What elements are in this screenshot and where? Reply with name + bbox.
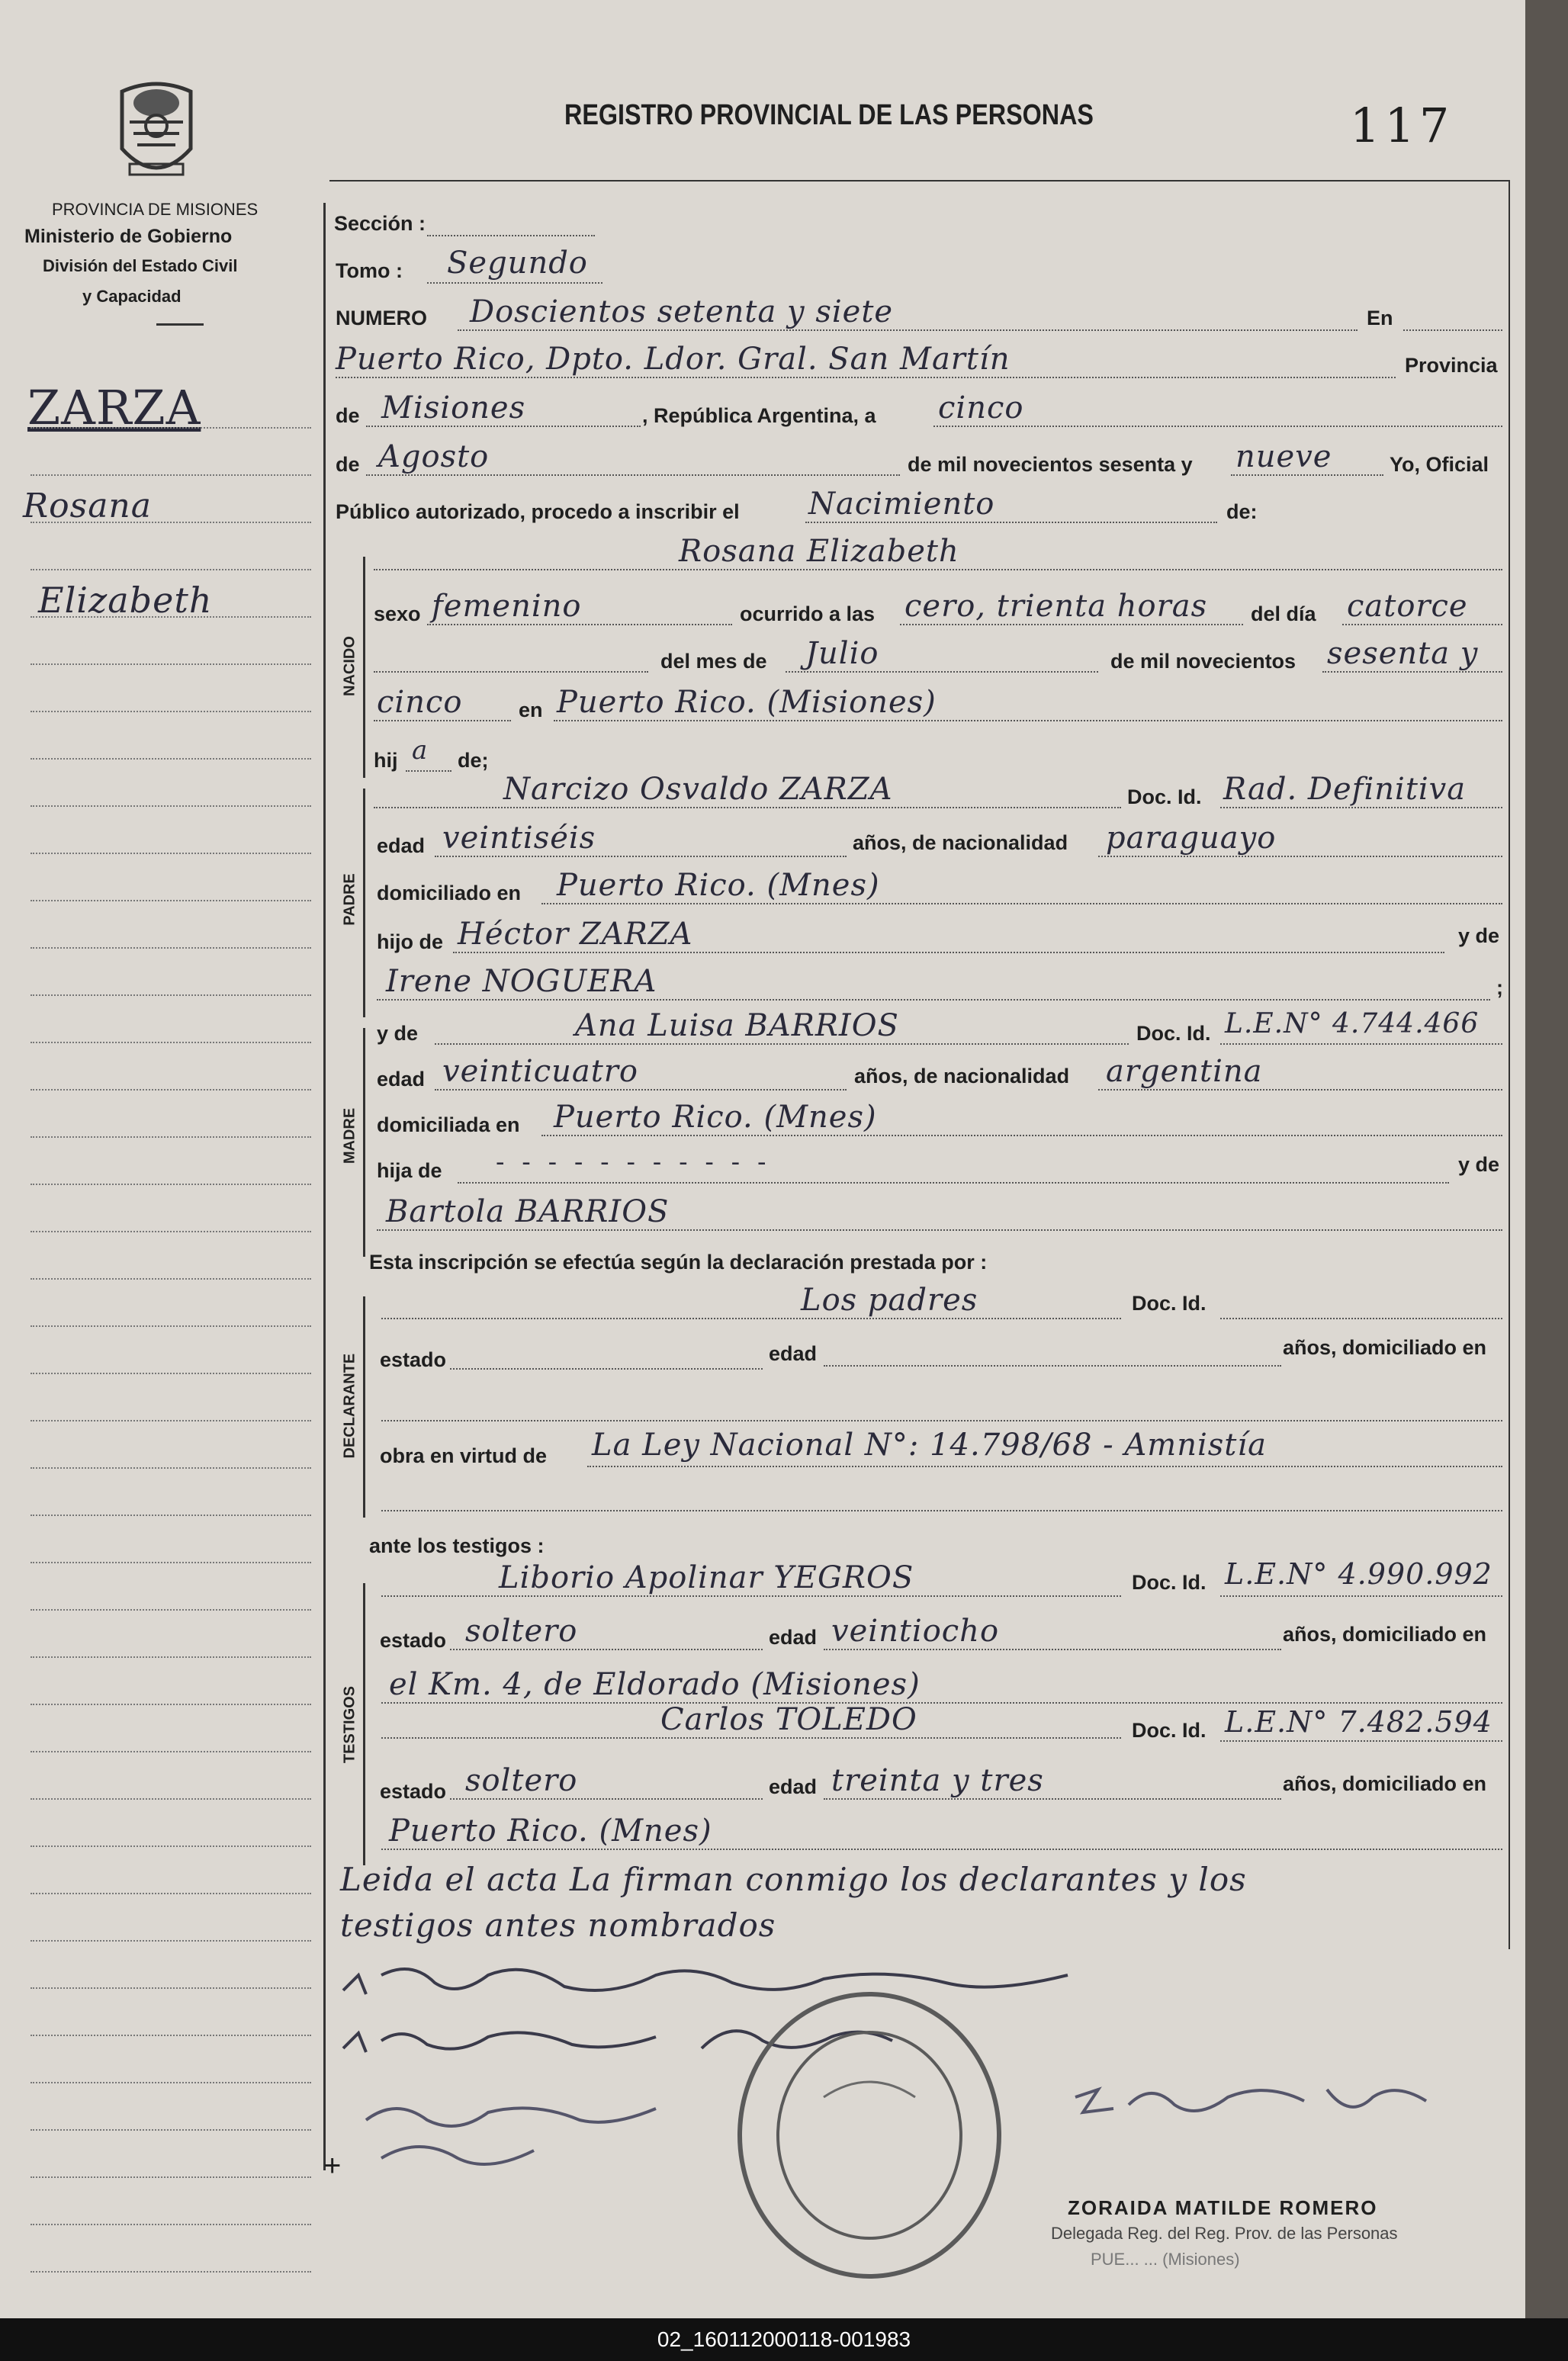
official-role: Delegada Reg. del Reg. Prov. de las Personas xyxy=(1051,2224,1398,2243)
testigo2-nombre: Carlos TOLEDO xyxy=(660,1702,917,1737)
margin-ruled-line xyxy=(31,474,311,476)
year-label: de mil novecientos sesenta y xyxy=(908,453,1193,476)
padre-edad-line xyxy=(435,856,847,857)
margin-ruled-line xyxy=(31,1656,311,1658)
province-label: PROVINCIA DE MISIONES xyxy=(52,200,259,219)
padre-padre-line xyxy=(453,952,1444,953)
dia-value: catorce xyxy=(1347,589,1468,624)
hij-line xyxy=(406,770,451,772)
official-name: ZORAIDA MATILDE ROMERO xyxy=(1068,2196,1378,2219)
official-place: PUE... ... (Misiones) xyxy=(1091,2250,1240,2269)
declarante-estado-label: estado xyxy=(380,1348,447,1371)
padre-y-de-label: y de xyxy=(1458,924,1500,947)
hora-value: cero, trienta horas xyxy=(904,589,1208,624)
publico-label: Público autorizado, procedo a inscribir el xyxy=(336,500,740,523)
madre-y-de-label: y de xyxy=(377,1022,419,1045)
testigos-bracket xyxy=(363,1583,365,1865)
dia-line xyxy=(1342,624,1502,625)
numero-line xyxy=(458,329,1358,331)
section-testigos: TESTIGOS xyxy=(341,1685,358,1764)
declarante-doc-label: Doc. Id. xyxy=(1132,1292,1207,1315)
nombre-value: Rosana Elizabeth xyxy=(679,534,959,569)
declarante-doc-line xyxy=(1220,1318,1502,1319)
padre-edad: veintiséis xyxy=(442,821,596,856)
madre-madre-line xyxy=(377,1229,1502,1231)
ministry-label: Ministerio de Gobierno xyxy=(24,226,233,247)
padre-nombre-line xyxy=(374,807,1121,808)
padre-nac-line xyxy=(1098,856,1502,857)
section-declarante: DECLARANTE xyxy=(341,1353,358,1459)
numero-label: NUMERO xyxy=(336,307,427,329)
tomo-label: Tomo : xyxy=(336,259,403,282)
padre-hijo-de-label: hijo de xyxy=(377,930,443,953)
numero-value: Doscientos setenta y siete xyxy=(470,294,894,329)
padre-dom-label: domiciliado en xyxy=(377,882,522,904)
place-line xyxy=(336,377,1396,378)
padre-madre: Irene NOGUERA xyxy=(386,964,657,999)
obra-value: La Ley Nacional N°: 14.798/68 - Amnistía xyxy=(592,1428,1267,1463)
madre-dom-label: domiciliada en xyxy=(377,1113,520,1136)
mes-line xyxy=(786,671,1098,673)
madre-bracket xyxy=(363,1028,365,1257)
registry-title: REGISTRO PROVINCIAL DE LAS PERSONAS xyxy=(564,99,1094,131)
hij-value: a xyxy=(412,735,429,766)
hij-de-label: de; xyxy=(458,749,489,772)
margin-ruled-line xyxy=(31,947,311,949)
en-label-2: en xyxy=(519,699,543,721)
declarante-estado-line xyxy=(450,1368,763,1370)
semicolon: ; xyxy=(1496,976,1503,999)
anio-value: sesenta y xyxy=(1327,636,1479,671)
margin-ruled-line xyxy=(31,1467,311,1469)
inscripcion-label: Esta inscripción se efectúa según la declaración prestada por : xyxy=(369,1251,988,1274)
testigo1-doc-label: Doc. Id. xyxy=(1132,1571,1207,1594)
mes-label: del mes de xyxy=(660,650,767,673)
madre-nombre-line xyxy=(435,1043,1129,1045)
republica-label: , República Argentina, a xyxy=(642,404,876,427)
testigo1-estado-label: estado xyxy=(380,1629,447,1652)
section-padre: PADRE xyxy=(341,873,358,926)
madre-edad-line xyxy=(435,1089,847,1091)
day-value: cinco xyxy=(938,390,1024,426)
margin-ruled-line xyxy=(31,2224,311,2225)
madre-dom-line xyxy=(541,1135,1502,1136)
margin-ruled-line xyxy=(31,2271,311,2273)
testigo1-nombre: Liborio Apolinar YEGROS xyxy=(499,1560,914,1595)
testigo2-estado: soltero xyxy=(465,1763,578,1798)
year-value: nueve xyxy=(1235,439,1332,474)
image-id-footer: 02_160112000118-001983 xyxy=(0,2318,1568,2361)
anio-label: de mil novecientos xyxy=(1110,650,1296,673)
margin-ruled-line xyxy=(31,1893,311,1894)
lugar-line xyxy=(554,720,1502,721)
declarante-anios-label: años, domiciliado en xyxy=(1283,1336,1487,1359)
place-value: Puerto Rico, Dpto. Ldor. Gral. San Martín xyxy=(336,342,1011,377)
testigo1-anios-label: años, domiciliado en xyxy=(1283,1623,1487,1646)
anio-line xyxy=(1322,671,1502,673)
en-line xyxy=(1403,329,1502,331)
hij-label: hij xyxy=(374,749,398,772)
tomo-value: Segundo xyxy=(447,246,588,281)
testigo1-edad-label: edad xyxy=(769,1626,818,1649)
testigo1-doc-line xyxy=(1220,1595,1502,1597)
margin-ruled-line xyxy=(31,994,311,996)
margin-ruled-line xyxy=(31,1042,311,1043)
margin-ruled-line xyxy=(31,853,311,854)
padre-nac: paraguayo xyxy=(1106,821,1277,856)
book-edge xyxy=(1525,0,1568,2318)
header-divider xyxy=(156,323,204,326)
madre-doc-line xyxy=(1220,1043,1502,1045)
padre-nac-label: años, de nacionalidad xyxy=(853,831,1068,854)
testigo2-edad-line xyxy=(824,1798,1281,1800)
testigo1-edad: veintiocho xyxy=(831,1614,1000,1649)
provincia-value: Misiones xyxy=(381,390,526,426)
padre-bracket xyxy=(363,789,365,1017)
margin-ruled-line xyxy=(31,2176,311,2178)
testigo2-doc: L.E.N° 7.482.594 xyxy=(1225,1705,1492,1739)
margin-ruled-line xyxy=(31,758,311,760)
margin-ruled-line xyxy=(31,522,311,523)
anio2-line xyxy=(374,720,511,721)
acto-value: Nacimiento xyxy=(808,487,995,522)
cross-mark: + xyxy=(323,2149,342,2183)
seccion-label: Sección : xyxy=(334,212,426,235)
madre-doc: L.E.N° 4.744.466 xyxy=(1225,1008,1480,1039)
main-right-border xyxy=(1509,180,1510,1949)
testigo2-doc-line xyxy=(1220,1740,1502,1742)
month-value: Agosto xyxy=(378,439,490,474)
declarante-edad-line xyxy=(824,1365,1281,1367)
padre-dom-line xyxy=(541,903,1502,904)
de-label: de xyxy=(336,404,360,427)
padre-doc-line xyxy=(1220,807,1502,808)
sexo-line xyxy=(427,624,732,625)
provincia-label: Provincia xyxy=(1405,354,1498,377)
testigo1-edad-line xyxy=(824,1649,1281,1650)
madre-edad: veinticuatro xyxy=(442,1054,638,1089)
margin-ruled-line xyxy=(31,711,311,712)
declarante-line xyxy=(381,1318,1121,1319)
testigo1-dom-line xyxy=(381,1702,1502,1704)
year-line xyxy=(1231,474,1383,476)
testigo2-estado-line xyxy=(450,1798,763,1800)
padre-padre: Héctor ZARZA xyxy=(458,917,693,952)
madre-nac: argentina xyxy=(1106,1054,1263,1089)
margin-ruled-line xyxy=(31,1751,311,1752)
cierre-line-2: testigos antes nombrados xyxy=(340,1906,776,1944)
margin-ruled-line xyxy=(31,900,311,901)
padre-doc: Rad. Definitiva xyxy=(1223,772,1467,807)
provincia-line xyxy=(366,426,641,427)
margin-ruled-line xyxy=(31,2035,311,2036)
dia-label: del día xyxy=(1251,602,1316,625)
margin-ruled-line xyxy=(31,1231,311,1232)
padre-dom: Puerto Rico. (Mnes) xyxy=(557,868,880,903)
mes-value: Julio xyxy=(805,636,879,671)
coat-of-arms-icon xyxy=(114,76,198,191)
testigo1-doc: L.E.N° 4.990.992 xyxy=(1225,1557,1492,1591)
division-label: División del Estado Civil xyxy=(43,256,238,275)
obra-line xyxy=(587,1466,1502,1467)
margin-ruled-line xyxy=(31,1325,311,1327)
margin-ruled-line xyxy=(31,1562,311,1563)
margin-ruled-line xyxy=(31,2129,311,2131)
division-label-2: y Capacidad xyxy=(82,287,182,306)
margin-ruled-line xyxy=(31,427,311,429)
testigo2-anios-label: años, domiciliado en xyxy=(1283,1772,1487,1795)
margin-ruled-line xyxy=(31,1373,311,1374)
testigo2-edad: treinta y tres xyxy=(831,1763,1044,1798)
declarante-bracket xyxy=(363,1296,365,1518)
testigo2-estado-label: estado xyxy=(380,1780,447,1803)
testigo2-line xyxy=(381,1737,1121,1739)
testigo1-estado-line xyxy=(450,1649,763,1650)
page-number: 117 xyxy=(1350,98,1454,153)
margin-ruled-line xyxy=(31,1184,311,1185)
margin-ruled-line xyxy=(31,1845,311,1847)
margin-ruled-line xyxy=(31,1987,311,1989)
madre-nac-label: años, de nacionalidad xyxy=(854,1065,1070,1087)
madre-hija-de-label: hija de xyxy=(377,1159,442,1182)
cierre-line-1: Leida el acta La firman conmigo los declarantes y los xyxy=(340,1861,1247,1898)
padre-edad-label: edad xyxy=(377,834,426,857)
tomo-line xyxy=(427,282,602,284)
padre-madre-line xyxy=(377,999,1490,1001)
margin-name-1: Rosana xyxy=(23,487,153,525)
margin-ruled-line xyxy=(31,1420,311,1421)
hora-line xyxy=(900,624,1243,625)
testigo1-dom: el Km. 4, de Eldorado (Misiones) xyxy=(389,1667,921,1702)
day-line xyxy=(933,426,1502,427)
de-label-2: de xyxy=(336,453,360,476)
nacido-line-2 xyxy=(374,671,648,673)
margin-name-2: Elizabeth xyxy=(38,580,213,621)
madre-madre: Bartola BARRIOS xyxy=(386,1194,670,1229)
margin-ruled-line xyxy=(31,663,311,665)
acto-line xyxy=(805,522,1217,523)
madre-doc-label: Doc. Id. xyxy=(1136,1022,1211,1045)
madre-nac-line xyxy=(1098,1089,1502,1091)
margin-ruled-line xyxy=(31,1940,311,1942)
madre-dom: Puerto Rico. (Mnes) xyxy=(554,1100,877,1135)
obra-label: obra en virtud de xyxy=(380,1444,548,1467)
margin-ruled-line xyxy=(31,1704,311,1705)
testigo2-doc-label: Doc. Id. xyxy=(1132,1719,1207,1742)
margin-ruled-line xyxy=(31,1089,311,1091)
lugar-value: Puerto Rico. (Misiones) xyxy=(557,685,937,720)
testigo1-line xyxy=(381,1595,1121,1597)
testigo1-estado: soltero xyxy=(465,1614,578,1649)
testigos-label: ante los testigos : xyxy=(369,1534,545,1557)
ocurrido-label: ocurrido a las xyxy=(740,602,876,625)
section-madre: MADRE xyxy=(341,1107,358,1164)
obra-line-2 xyxy=(381,1510,1502,1511)
sexo-value: femenino xyxy=(432,589,582,624)
margin-ruled-line xyxy=(31,1798,311,1800)
padre-doc-label: Doc. Id. xyxy=(1127,785,1202,808)
sexo-label: sexo xyxy=(374,602,421,625)
oficial-label: Yo, Oficial xyxy=(1390,453,1489,476)
month-line xyxy=(366,474,900,476)
seccion-line xyxy=(427,235,595,236)
margin-surname: ZARZA xyxy=(27,380,201,435)
madre-edad-label: edad xyxy=(377,1068,426,1091)
main-top-border xyxy=(329,180,1510,181)
madre-padre-line xyxy=(458,1182,1449,1184)
nombre-line xyxy=(374,569,1502,570)
declarante-dom-line xyxy=(381,1420,1502,1421)
nacido-bracket xyxy=(363,557,365,778)
margin-ruled-line xyxy=(31,2082,311,2083)
margin-ruled-line xyxy=(31,1278,311,1280)
official-stamp-icon xyxy=(725,1983,1014,2288)
anio-value-2: cinco xyxy=(377,685,463,720)
margin-ruled-line xyxy=(31,805,311,807)
testigo2-dom-line xyxy=(381,1849,1502,1850)
margin-ruled-line xyxy=(31,1609,311,1611)
section-nacido: NACIDO xyxy=(341,636,358,696)
de-colon-label: de: xyxy=(1226,500,1258,523)
margin-ruled-line xyxy=(31,616,311,618)
testigo2-edad-label: edad xyxy=(769,1775,818,1798)
signature-witnesses xyxy=(351,2090,671,2181)
declarante-value: Los padres xyxy=(801,1283,978,1318)
padre-nombre: Narcizo Osvaldo ZARZA xyxy=(503,772,893,807)
en-label: En xyxy=(1367,307,1393,329)
declarante-edad-label: edad xyxy=(769,1342,818,1365)
madre-nombre: Ana Luisa BARRIOS xyxy=(575,1008,899,1043)
signature-official xyxy=(1068,2067,1434,2135)
main-left-border xyxy=(323,203,326,2170)
madre-y-de-label-2: y de xyxy=(1458,1153,1500,1176)
margin-ruled-line xyxy=(31,1515,311,1516)
margin-ruled-line xyxy=(31,1136,311,1138)
testigo2-dom: Puerto Rico. (Mnes) xyxy=(389,1813,712,1849)
margin-ruled-line xyxy=(31,569,311,570)
madre-padre: - - - - - - - - - - - xyxy=(496,1147,771,1177)
